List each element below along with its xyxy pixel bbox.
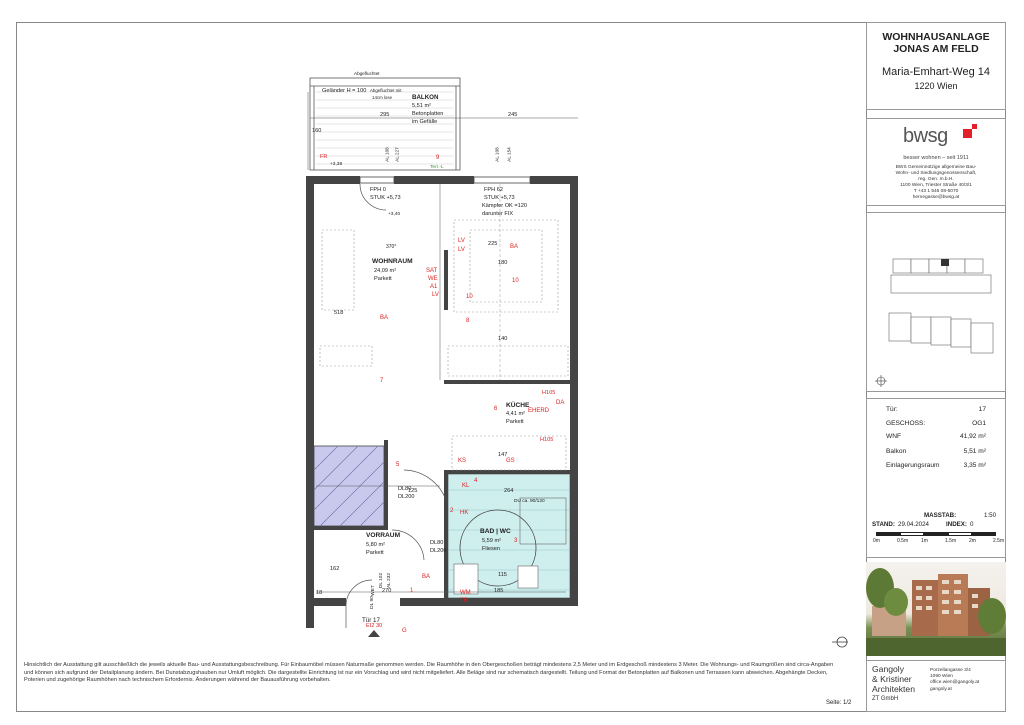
title-line2: JONAS AM FELD bbox=[893, 43, 979, 55]
architect-name-line: & Kristiner bbox=[872, 674, 912, 684]
dim-147: 147 bbox=[498, 452, 508, 458]
kl-label: KL bbox=[462, 483, 470, 489]
n5-label: 5 bbox=[396, 462, 400, 468]
scale-tick-label: 0.5m bbox=[897, 538, 909, 544]
bwsg-logo: bwsg bbox=[903, 125, 948, 147]
abgefluchtet3-label: 14cm lose bbox=[372, 95, 393, 100]
dl200-2: DL200 bbox=[430, 548, 447, 554]
wet-label: WET bbox=[370, 585, 376, 596]
unit-row-label: Balkon bbox=[886, 448, 907, 455]
massstab-value: 1:50 bbox=[984, 512, 997, 519]
ks-label: KS bbox=[458, 458, 467, 464]
dl200-1: DL200 bbox=[398, 494, 415, 500]
balkon-floor1: Betonplatten bbox=[412, 111, 444, 117]
unit-row-value: 41,92 m² bbox=[959, 433, 986, 440]
architect-name-line: ZT GmbH bbox=[872, 696, 899, 702]
dim-295: 295 bbox=[380, 112, 390, 118]
dim-160: 160 bbox=[312, 128, 322, 134]
n9-label: 9 bbox=[436, 155, 440, 161]
architect-contact-line: Porzellangasse 3/4 bbox=[930, 668, 971, 673]
n10b-label: 10 bbox=[512, 278, 519, 284]
building-rendering bbox=[866, 562, 1006, 656]
n1-label: 1 bbox=[410, 588, 414, 594]
abgefluchtet-label: Abgefluchtet bbox=[354, 71, 380, 76]
architect-name-line: Architekten bbox=[872, 684, 915, 694]
n18-label: 18 bbox=[316, 590, 323, 596]
dim-264: 264 bbox=[504, 488, 514, 494]
unit-row-value: 3,35 m² bbox=[963, 462, 986, 469]
dl90-label: DL 90 bbox=[369, 596, 375, 609]
bwsg-block bbox=[866, 118, 1006, 206]
title-block bbox=[866, 22, 1006, 110]
fph1-label: FPH 0 bbox=[370, 187, 386, 193]
kueche-area: 4,41 m² bbox=[506, 411, 525, 417]
gelaender-label: Geländer H = 100 bbox=[322, 88, 367, 94]
bwsg-address-line: T +43 1 546 08-5070 bbox=[913, 189, 959, 194]
balkon-floor2: im Gefälle bbox=[412, 119, 438, 125]
unit-row-label: Tür: bbox=[886, 406, 898, 413]
wm-label: WM bbox=[460, 590, 471, 596]
dl80-2: DL80 bbox=[430, 540, 444, 546]
tuer-label: Tür 17 bbox=[362, 617, 380, 624]
plus340-label: +3,40 bbox=[388, 212, 401, 217]
vorraum-floor: Parkett bbox=[366, 550, 384, 556]
unit-row-label: Einlagerungsraum bbox=[886, 462, 940, 469]
stuk1-label: STUK +5,73 bbox=[370, 195, 401, 201]
dim-125: 125 bbox=[408, 488, 418, 494]
wohnraum-name: WOHNRAUM bbox=[372, 258, 413, 265]
dl102-label: DL 102 bbox=[379, 572, 385, 589]
al108b-label: AL 108 bbox=[494, 147, 500, 162]
wohnraum-floor: Parkett bbox=[374, 276, 392, 282]
fph2-label: FPH 62 bbox=[484, 187, 503, 193]
a1-label: A1 bbox=[430, 284, 438, 290]
architect-contact-line: office.wien@gangoly.at bbox=[930, 680, 980, 686]
du-label: DU ca. 90/120 bbox=[514, 499, 545, 504]
bwsg-address bbox=[867, 165, 1005, 201]
bwsg-address-line: BWS Gemeinnützige allgemeine Bau- bbox=[895, 165, 977, 170]
gs-label: GS bbox=[506, 458, 515, 464]
bad-floor: Fliesen bbox=[482, 546, 501, 552]
al154-label: AL 154 bbox=[506, 147, 512, 162]
dim-180: 180 bbox=[498, 260, 508, 266]
kueche-name: KÜCHE bbox=[506, 402, 530, 409]
stand-label: STAND: bbox=[872, 521, 895, 528]
dim-140: 140 bbox=[498, 336, 508, 342]
unit-row-label: GESCHOSS: bbox=[886, 420, 926, 427]
sat-label: SAT bbox=[426, 268, 438, 274]
abgefluchtet2-label: Abgefluchtet mit bbox=[370, 88, 402, 93]
dim-518: 518 bbox=[334, 310, 344, 316]
n3-label: 3 bbox=[514, 538, 518, 544]
dim-162: 162 bbox=[330, 566, 340, 572]
bwsg-address-line: Wohn- und Siedlungsgenossenschaft, bbox=[895, 171, 977, 176]
hk-label: HK bbox=[460, 510, 469, 516]
bwsg-tagline: besser wohnen – seit 1911 bbox=[903, 155, 969, 161]
h105b-label: H105 bbox=[540, 437, 554, 443]
dim-270: 270 bbox=[382, 588, 392, 594]
balkon-name: BALKON bbox=[412, 94, 439, 101]
title-street: Maria-Emhart-Weg 14 bbox=[882, 66, 990, 78]
massstab-label: MASSTAB: bbox=[924, 512, 957, 519]
vorraum-name: VORRAUM bbox=[366, 532, 401, 539]
lv2-label: LV bbox=[458, 238, 465, 244]
bwsg-address-line: reg. Gen. m.b.H. bbox=[918, 177, 954, 182]
bwsg-address-line: hernegasse@bwsg.at bbox=[912, 195, 960, 200]
h105a-label: H105 bbox=[542, 390, 556, 396]
stand-value: 29.04.2024 bbox=[898, 521, 929, 528]
bad-name: BAD | WC bbox=[480, 528, 511, 535]
terr-label: Terr.-L bbox=[430, 165, 444, 170]
dim-225: 225 bbox=[488, 241, 498, 247]
entry-arrow-icon bbox=[368, 630, 380, 637]
unit-row-label: WNF bbox=[886, 433, 902, 440]
index-label: INDEX: bbox=[946, 521, 967, 528]
g-label: G bbox=[402, 628, 407, 634]
fr-label: FR bbox=[320, 154, 328, 160]
balkon-area: 5,51 m² bbox=[412, 103, 431, 109]
lv3-label: LV bbox=[458, 247, 465, 253]
stuk2-label: STUK +5,73 bbox=[484, 195, 515, 201]
ba3-label: BA bbox=[422, 574, 431, 580]
herd-label: EHERD bbox=[528, 408, 550, 414]
n370-label: 370° bbox=[386, 244, 397, 250]
architect-name bbox=[872, 664, 915, 704]
scale-tick-label: 1.5m bbox=[945, 538, 957, 544]
n4-label: 4 bbox=[474, 478, 478, 484]
kueche-floor: Parkett bbox=[506, 419, 524, 425]
north-arrow-icon bbox=[832, 637, 848, 647]
unit-row-value: OG1 bbox=[972, 420, 986, 427]
n7-label: 7 bbox=[380, 378, 384, 384]
page-number: Seite: 1/2 bbox=[826, 700, 852, 706]
al232-label: AL 232 bbox=[387, 572, 393, 589]
kaempfer-label: Kämpfer OK =120 bbox=[482, 203, 527, 209]
al108-label: AL 108 bbox=[384, 147, 390, 162]
architect-contact bbox=[930, 668, 979, 693]
vorraum-area: 5,80 m² bbox=[366, 542, 385, 548]
dim-115: 115 bbox=[498, 572, 507, 578]
scale-tick-label: 2m bbox=[969, 538, 976, 544]
disclaimer-text: Hinsichtlich der Ausstattung gilt ausschließlich die jeweils aktuelle Bau- und Ausstattungsbeschreibung. Für Einbaumöbel müssen Naturmaße genommen werden. Die Raumhöhe in den Obergeschoßen beträgt mindestens 2,5 Meter und im Erdgeschoß mindestens 3 Meter. Die Wohnungs- und Raumgrößen sind circa-Angaben und können sich aufgrund der Detailplanung ändern. Bei Dunstabzugshauben nur Umluft möglich. Die dargestellte Einrichtung ist nur ein Vorschlag und wird nicht mitgeliefert. Alle Beläge sind nur schematisch dargestellt. Teilung und Format der Betonplatten auf Balkonen und Terrassen kann abweichen. Abgehängte Decken, Poterien und zugehörige Raumhöhen nach technischem Erfordernis. Änderungen während der Bauausführung vorbehalten. bbox=[24, 662, 834, 684]
n8-label: 8 bbox=[466, 318, 470, 324]
compass-icon bbox=[875, 375, 887, 387]
scale-tick-label: 2.5m bbox=[993, 538, 1005, 544]
we-label: WE bbox=[428, 276, 438, 282]
unit-row-value: 17 bbox=[978, 406, 986, 413]
wohnraum-area: 24,09 m² bbox=[374, 268, 397, 274]
title-line1: WOHNHAUSANLAGE bbox=[882, 31, 990, 43]
ba2-label: BA bbox=[510, 244, 519, 250]
dl80-1: DL80 bbox=[398, 486, 412, 492]
bwsg-logo-mark-icon bbox=[957, 123, 981, 143]
site-plan bbox=[866, 212, 1006, 392]
ba1-label: BA bbox=[380, 315, 389, 321]
al227-label: AL 227 bbox=[394, 147, 400, 162]
lv-label: LV bbox=[432, 292, 439, 298]
darunter-label: darunter FIX bbox=[482, 211, 514, 217]
scale-tick-label: 1m bbox=[921, 538, 928, 544]
da-label: DA bbox=[556, 400, 565, 406]
n10-label: 10 bbox=[466, 294, 473, 300]
dim-245: 245 bbox=[508, 112, 518, 118]
architect-contact-line: 1090 Wien bbox=[930, 674, 953, 680]
architect-contact-line: gangoly.at bbox=[930, 686, 952, 692]
tr-label: TR bbox=[460, 598, 468, 604]
dim-185: 185 bbox=[494, 588, 504, 594]
unit-row-value: 5,51 m² bbox=[963, 448, 986, 455]
plus338-label: +3,38 bbox=[330, 162, 343, 167]
index-value: 0 bbox=[970, 521, 974, 528]
bwsg-address-line: 1100 Wien, Triester Straße 40/3/1 bbox=[900, 183, 972, 188]
bad-area: 5,59 m² bbox=[482, 538, 501, 544]
scale-bar bbox=[873, 532, 1005, 554]
architect-name-line: Gangoly bbox=[872, 664, 905, 674]
title-city: 1220 Wien bbox=[914, 81, 958, 91]
ei-label: EI2 30 bbox=[366, 623, 383, 629]
n6-label: 6 bbox=[494, 406, 498, 412]
n2-label: 2 bbox=[450, 508, 454, 514]
scale-tick-label: 0m bbox=[873, 538, 880, 544]
